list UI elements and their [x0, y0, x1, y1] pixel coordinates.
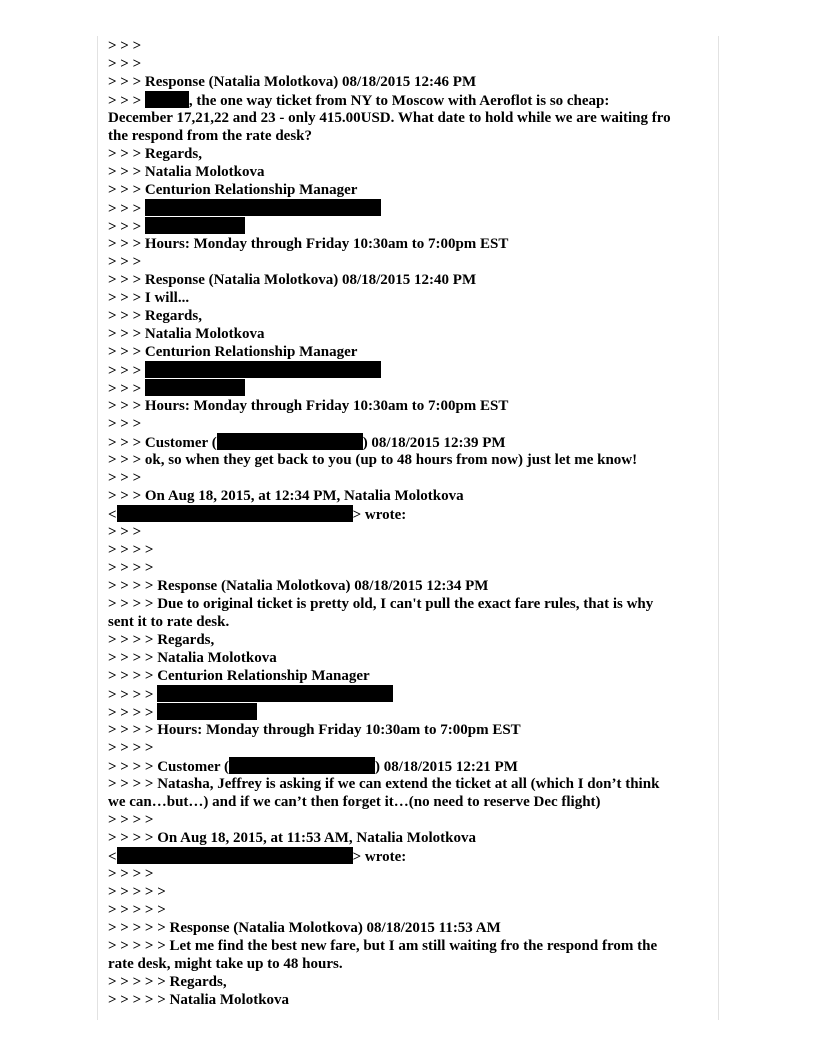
line-text: > > > > Response (Natalia Molotkova) 08/18/2015 12:34 PM — [108, 578, 489, 594]
line-text: > > > — [108, 254, 142, 270]
redaction-box — [117, 505, 353, 522]
text-line — [108, 991, 714, 1009]
line-text: > > > Centurion Relationship Manager — [108, 344, 358, 360]
text-line — [108, 523, 714, 541]
line-text: > > > I will... — [108, 290, 190, 306]
text-line — [108, 703, 714, 721]
line-text: > > > > — [108, 812, 154, 828]
line-text: > > > > > Regards, — [108, 974, 227, 990]
line-text-after-redaction: ) 08/18/2015 12:39 PM — [362, 435, 506, 451]
line-text: > > > — [108, 470, 142, 486]
line-text: > > > On Aug 18, 2015, at 12:34 PM, Natalia Molotkova — [108, 488, 464, 504]
text-line — [108, 343, 714, 361]
line-text: > > > > — [108, 740, 154, 756]
text-line — [108, 973, 714, 991]
line-text: > > > > Due to original ticket is pretty old, I can't pull the exact fare rules, that is why — [108, 596, 654, 612]
line-text: > > > — [108, 93, 145, 109]
line-text: > > > — [108, 38, 142, 54]
redaction-box — [157, 703, 257, 720]
text-line — [108, 919, 714, 937]
line-text: > > > Natalia Molotkova — [108, 326, 265, 342]
text-line — [108, 901, 714, 919]
line-text: > > > — [108, 219, 145, 235]
line-text: > > > — [108, 363, 145, 379]
line-text-after-redaction: > wrote: — [352, 507, 407, 523]
redaction-box — [145, 91, 189, 108]
redaction-box — [229, 757, 375, 774]
text-line — [108, 775, 714, 793]
line-text: > > > > Centurion Relationship Manager — [108, 668, 370, 684]
text-line — [108, 649, 714, 667]
text-line — [108, 829, 714, 847]
line-text: > > > Regards, — [108, 308, 202, 324]
text-line — [108, 73, 714, 91]
text-line — [108, 307, 714, 325]
redaction-box — [145, 217, 245, 234]
right-margin-rule — [718, 36, 719, 1020]
line-text: > > > > > Let me find the best new fare, but I am still waiting fro the respond from the — [108, 938, 658, 954]
line-text: > > > > On Aug 18, 2015, at 11:53 AM, Natalia Molotkova — [108, 830, 476, 846]
redaction-box — [145, 199, 381, 216]
line-text: > > > Customer ( — [108, 435, 217, 451]
text-line — [108, 199, 714, 217]
redaction-box — [217, 433, 363, 450]
text-line — [108, 505, 714, 523]
text-line — [108, 397, 714, 415]
text-line — [108, 181, 714, 199]
line-text: > > > > — [108, 866, 154, 882]
line-text: > > > > > Natalia Molotkova — [108, 992, 290, 1008]
text-line — [108, 631, 714, 649]
line-text: < — [108, 507, 117, 523]
text-line — [108, 721, 714, 739]
text-line — [108, 109, 714, 127]
line-text: > > > > > — [108, 902, 166, 918]
line-text: > > > Centurion Relationship Manager — [108, 182, 358, 198]
redaction-box — [157, 685, 393, 702]
line-text: December 17,21,22 and 23 - only 415.00USD. What date to hold while we are waiting fro — [108, 110, 671, 126]
line-text: > > > > > — [108, 884, 166, 900]
text-line — [108, 685, 714, 703]
text-line — [108, 757, 714, 775]
text-line — [108, 739, 714, 757]
email-thread-body — [108, 37, 714, 1009]
line-text: > > > Response (Natalia Molotkova) 08/18/2015 12:46 PM — [108, 74, 477, 90]
line-text: > > > Response (Natalia Molotkova) 08/18/2015 12:40 PM — [108, 272, 477, 288]
line-text: > > > — [108, 56, 142, 72]
line-text: > > > > Hours: Monday through Friday 10:30am to 7:00pm EST — [108, 722, 521, 738]
line-text: > > > Natalia Molotkova — [108, 164, 265, 180]
line-text: rate desk, might take up to 48 hours. — [108, 956, 343, 972]
text-line — [108, 667, 714, 685]
text-line — [108, 271, 714, 289]
text-line — [108, 163, 714, 181]
text-line — [108, 235, 714, 253]
text-line — [108, 793, 714, 811]
line-text: > > > — [108, 201, 145, 217]
text-line — [108, 595, 714, 613]
line-text: > > > > — [108, 687, 158, 703]
redaction-box — [145, 361, 381, 378]
line-text: < — [108, 849, 117, 865]
line-text: > > > Hours: Monday through Friday 10:30am to 7:00pm EST — [108, 236, 509, 252]
text-line — [108, 937, 714, 955]
text-line — [108, 55, 714, 73]
text-line — [108, 217, 714, 235]
text-line — [108, 865, 714, 883]
line-text: > > > Regards, — [108, 146, 202, 162]
left-margin-rule — [97, 36, 98, 1020]
text-line — [108, 469, 714, 487]
text-line — [108, 325, 714, 343]
line-text: > > > > Natasha, Jeffrey is asking if we can extend the ticket at all (which I don’t think — [108, 776, 660, 792]
redaction-box — [145, 379, 245, 396]
line-text: sent it to rate desk. — [108, 614, 230, 630]
line-text-after-redaction: ) 08/18/2015 12:21 PM — [374, 759, 518, 775]
text-line — [108, 127, 714, 145]
line-text: > > > > — [108, 560, 154, 576]
line-text-after-redaction: , the one way ticket from NY to Moscow with Aeroflot is so cheap: — [188, 93, 610, 109]
text-line — [108, 577, 714, 595]
line-text: > > > > Natalia Molotkova — [108, 650, 277, 666]
text-line — [108, 289, 714, 307]
line-text: > > > > Regards, — [108, 632, 215, 648]
line-text: > > > > — [108, 542, 154, 558]
text-line — [108, 145, 714, 163]
line-text: the respond from the rate desk? — [108, 128, 313, 144]
line-text: we can…but…) and if we can’t then forget it…(no need to reserve Dec flight) — [108, 794, 601, 810]
text-line — [108, 811, 714, 829]
line-text: > > > > > Response (Natalia Molotkova) 08/18/2015 11:53 AM — [108, 920, 501, 936]
line-text: > > > — [108, 524, 142, 540]
text-line — [108, 91, 714, 109]
text-line — [108, 415, 714, 433]
line-text: > > > Hours: Monday through Friday 10:30am to 7:00pm EST — [108, 398, 509, 414]
text-line — [108, 433, 714, 451]
line-text: > > > ok, so when they get back to you (up to 48 hours from now) just let me know! — [108, 452, 638, 468]
text-line — [108, 37, 714, 55]
line-text: > > > — [108, 416, 142, 432]
text-line — [108, 613, 714, 631]
text-line — [108, 955, 714, 973]
text-line — [108, 361, 714, 379]
text-line — [108, 487, 714, 505]
line-text: > > > > — [108, 705, 158, 721]
line-text: > > > > Customer ( — [108, 759, 229, 775]
text-line — [108, 559, 714, 577]
text-line — [108, 253, 714, 271]
text-line — [108, 541, 714, 559]
text-line — [108, 847, 714, 865]
line-text-after-redaction: > wrote: — [352, 849, 407, 865]
text-line — [108, 883, 714, 901]
text-line — [108, 379, 714, 397]
redaction-box — [117, 847, 353, 864]
text-line — [108, 451, 714, 469]
line-text: > > > — [108, 381, 145, 397]
